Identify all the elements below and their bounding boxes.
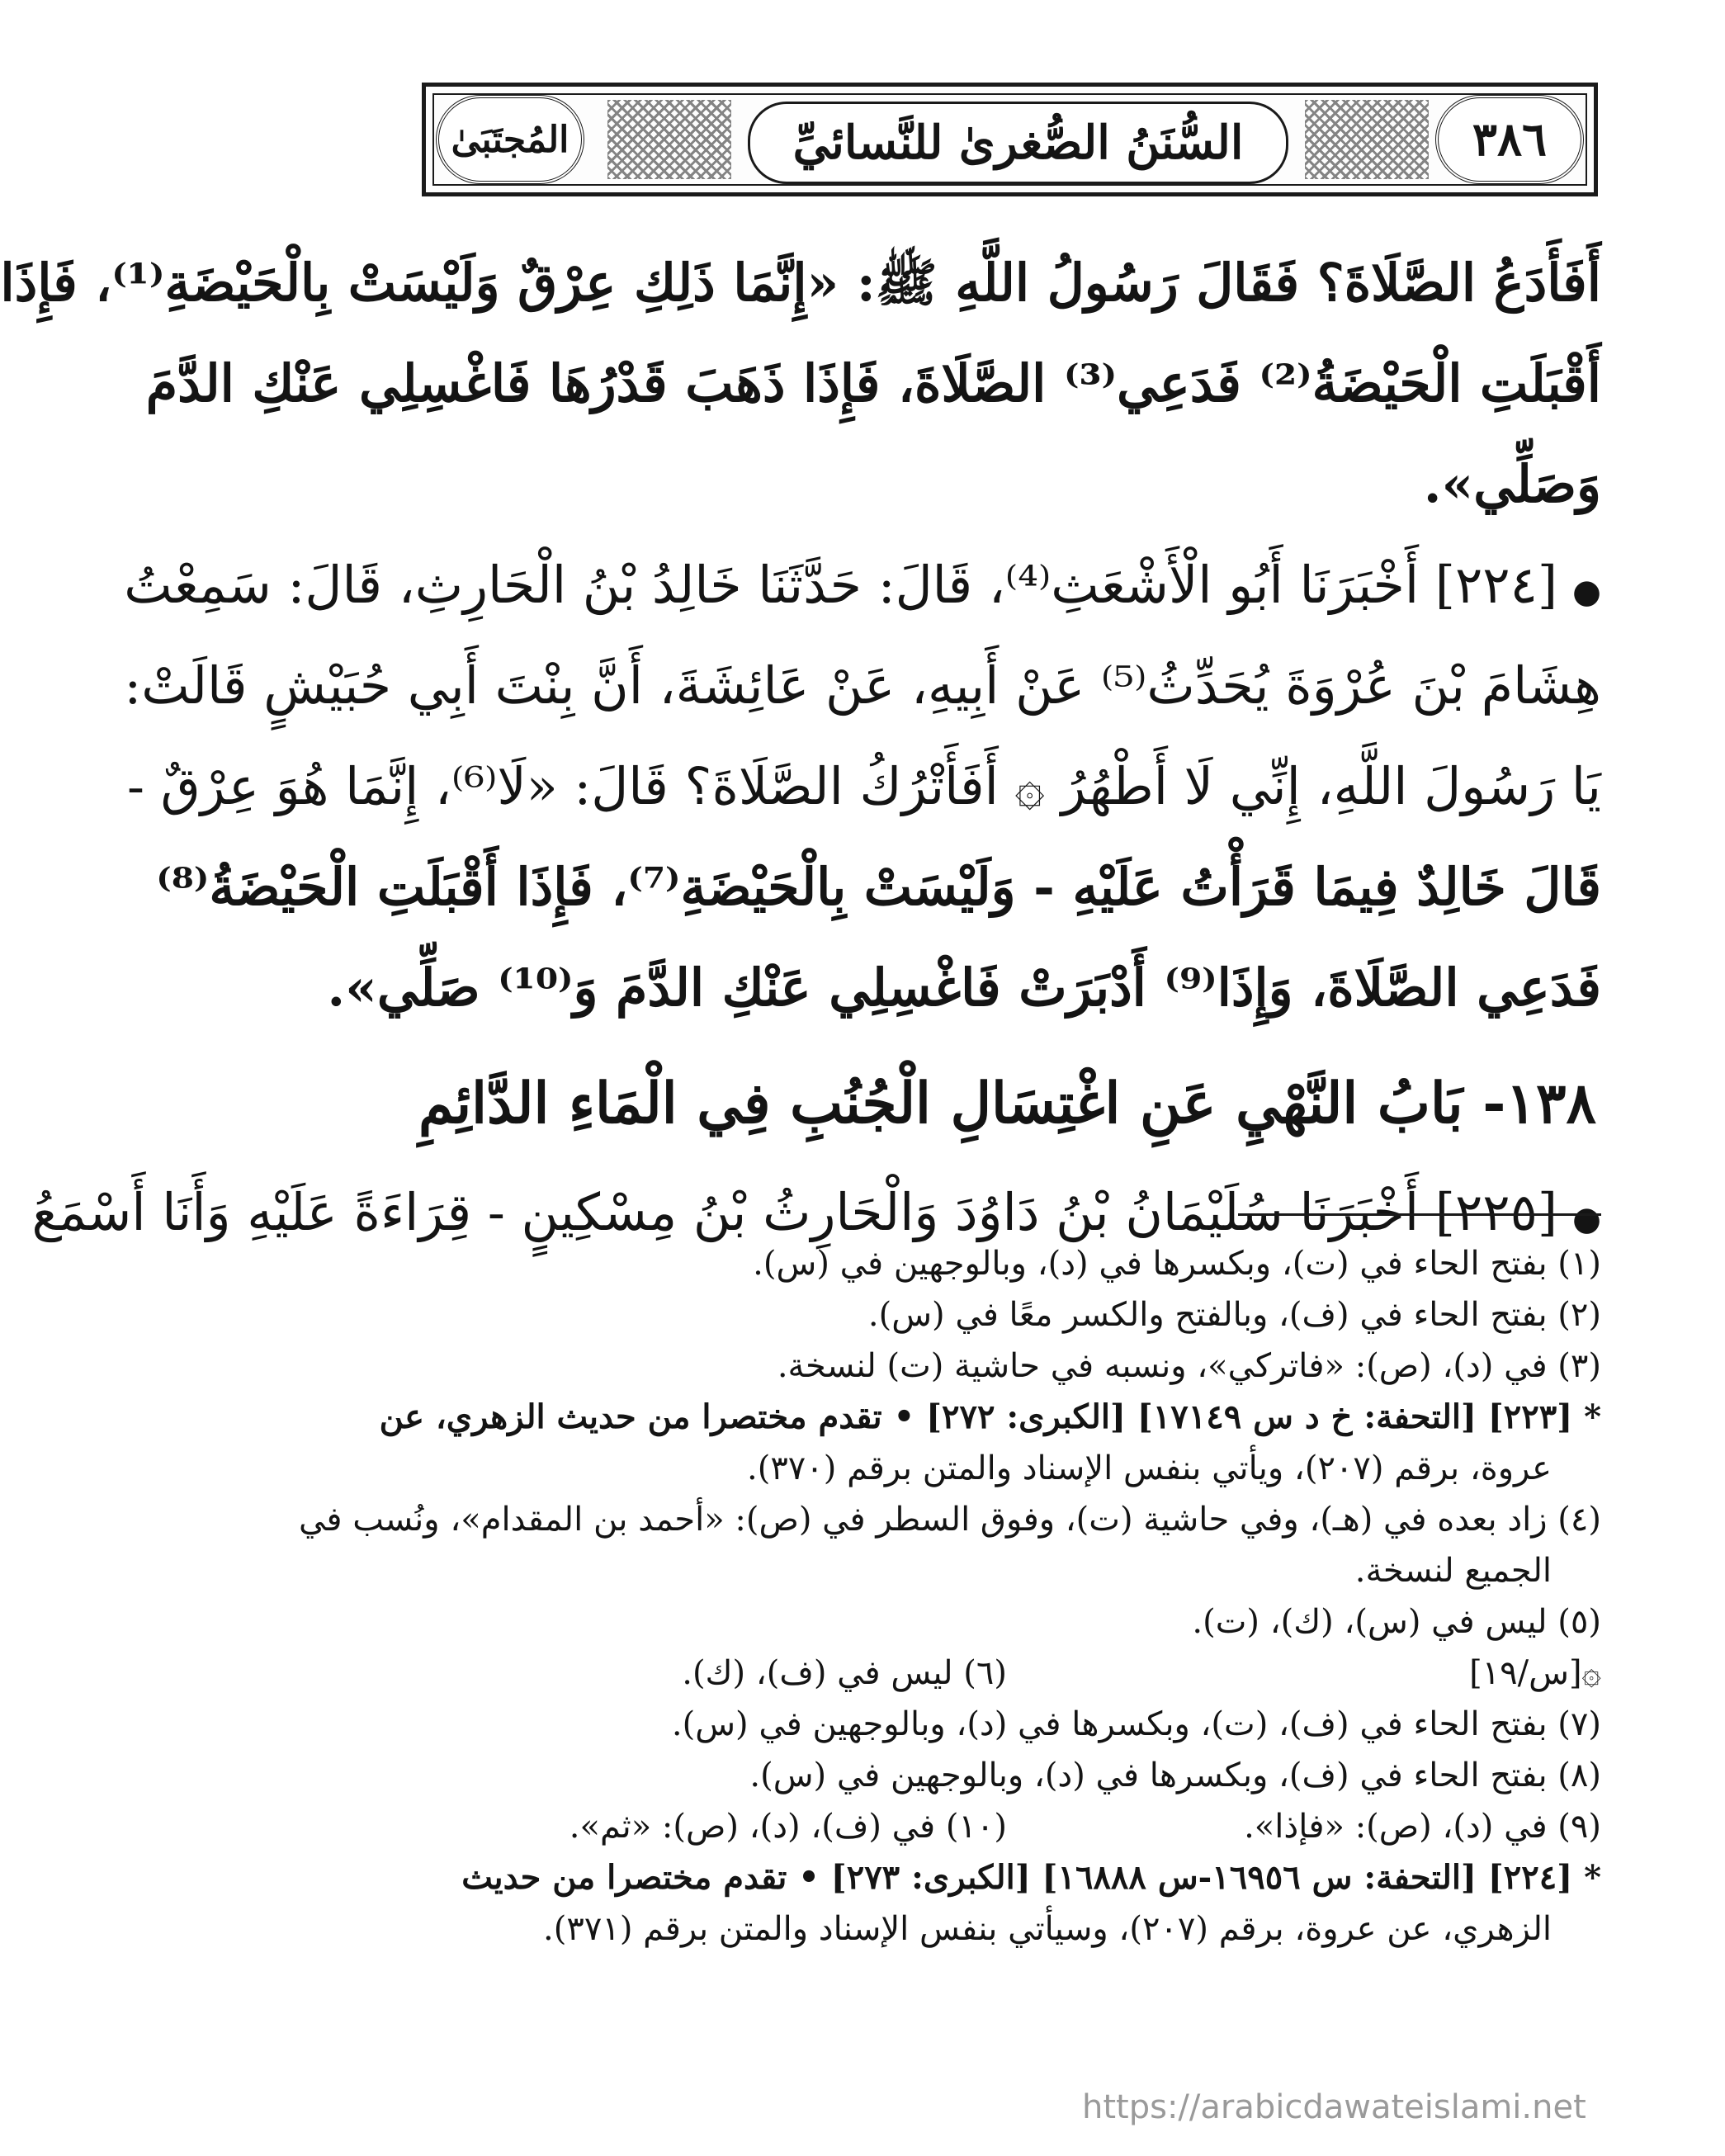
hadith-224-line: يَا رَسُولَ اللَّهِ، إِنِّي لَا أَطْهُرُ ۞ أَفَأَتْرُكُ الصَّلَاةَ؟ قَالَ: «لَا⁽⁶⁾، إِنَّمَا هُوَ عِرْقٌ - — [127, 756, 1601, 816]
chapter-heading: ١٣٨- بَابُ النَّهْيِ عَنِ اغْتِسَالِ الْجُنُبِ فِي الْمَاءِ الدَّائِمِ — [418, 1071, 1597, 1137]
footnote: (٧) بفتح الحاء في (ف)، (ت)، وبكسرها في (د)، وبالوجهين في (س). — [671, 1705, 1601, 1743]
bullet-icon: ● — [1572, 1200, 1601, 1238]
takhrij-note: * [٢٢٣] [التحفة: خ د س ١٧١٤٩] [الكبرى: ٢٧٢] • تقدم مختصرا من حديث الزهري، عن — [379, 1397, 1601, 1436]
footnote: (٢) بفتح الحاء في (ف)، وبالفتح والكسر معًا في (س). — [867, 1296, 1601, 1334]
footnote: (٦) ليس في (ف)، (ك). — [682, 1654, 1007, 1692]
page-header — [422, 83, 1598, 196]
footnote-divider — [1238, 1213, 1601, 1216]
ornament-right-icon — [1305, 100, 1429, 179]
text-line: وَصَلِّي». — [1423, 454, 1601, 514]
takhrij-note: عروة، برقم (٢٠٧)، ويأتي بنفس الإسناد والمتن برقم (٣٧٠). — [746, 1449, 1552, 1487]
footnote: (٨) بفتح الحاء في (ف)، وبكسرها في (د)، وبالوجهين في (س). — [749, 1756, 1601, 1794]
brand-medallion: المُجتَبَىٰ — [436, 95, 584, 184]
takhrij-note: الزهري، عن عروة، برقم (٢٠٧)، وسيأتي بنفس الإسناد والمتن برقم (٣٧١). — [543, 1910, 1552, 1948]
book-title: السُّنَنُ الصُّغرىٰ للنَّسائيِّ — [748, 102, 1288, 184]
hadith-224-line — [124, 535, 1601, 636]
footnote-row — [414, 1801, 1601, 1852]
footnote: (١) بفتح الحاء في (ت)، وبكسرها في (د)، وبالوجهين في (س). — [753, 1245, 1601, 1283]
footnote-row — [414, 1648, 1601, 1699]
hadith-224-text: [٢٢٤] أَخْبَرَنَا أَبُو الْأَشْعَثِ⁽⁴⁾، قَالَ: حَدَّثَنَا خَالِدُ بْنُ الْحَارِثِ، قَالَ: سَمِعْتُ — [124, 555, 1558, 615]
footnote: (٤) زاد بعده في (هـ)، وفي حاشية (ت)، وفوق السطر في (ص): «أحمد بن المقدام»، ونُسب في — [299, 1501, 1601, 1539]
footnote: (٣) في (د)، (ص): «فاتركي»، ونسبه في حاشية (ت) لنسخة. — [777, 1347, 1601, 1385]
text-line: أَفَأَدَعُ الصَّلَاةَ؟ فَقَالَ رَسُولُ اللَّهِ ﷺ: «إِنَّمَا ذَلِكِ عِرْقٌ وَلَيْسَتْ بِالْحَيْضَةِ⁽¹⁾، فَإِذَا — [0, 253, 1601, 313]
footnote: (٥) ليس في (س)، (ك)، (ت). — [1192, 1603, 1601, 1641]
watermark-link[interactable]: https://arabicdawateislami.net — [1082, 2088, 1586, 2126]
ornament-left-icon — [607, 100, 731, 179]
text-line: أَقْبَلَتِ الْحَيْضَةُ⁽²⁾ فَدَعِي⁽³⁾ الصَّلَاةَ، فَإِذَا ذَهَبَ قَدْرُهَا فَاغْسِلِي عَنْكِ الدَّمَ — [145, 353, 1601, 414]
bullet-icon: ● — [1572, 573, 1601, 611]
main-text — [0, 233, 1601, 1263]
takhrij-note: * [٢٢٤] [التحفة: س ١٦٩٥٦-س ١٦٨٨٨] [الكبرى: ٢٧٣] • تقدم مختصرا من حديث — [461, 1858, 1601, 1897]
hadith-224-line: هِشَامَ بْنَ عُرْوَةَ يُحَدِّثُ⁽⁵⁾ عَنْ أَبِيهِ، عَنْ عَائِشَةَ، أَنَّ بِنْتَ أَبِي حُبَيْشٍ قَالَتْ: — [124, 655, 1601, 716]
footnote: الجميع لنسخة. — [1354, 1552, 1552, 1590]
page-number: ٣٨٦ — [1435, 95, 1584, 184]
footnote: (١٠) في (ف)، (د)، (ص): «ثم». — [569, 1808, 1007, 1846]
hadith-224-line: قَالَ خَالِدٌ فِيمَا قَرَأْتُ عَلَيْهِ - وَلَيْسَتْ بِالْحَيْضَةِ⁽⁷⁾، فَإِذَا أَقْبَلَتِ الْحَيْضَةُ⁽⁸⁾ — [156, 857, 1601, 917]
hadith-224-line: فَدَعِي الصَّلَاةَ، وَإِذَا⁽⁹⁾ أَدْبَرَتْ فَاغْسِلِي عَنْكِ الدَّمَ وَ⁽¹⁰⁾ صَلِّي». — [327, 957, 1601, 1018]
page-marker: ۞[س/١٩] — [1469, 1654, 1601, 1692]
hadith-225-text: [٢٢٥] أَخْبَرَنَا سُلَيْمَانُ بْنُ دَاوُدَ وَالْحَارِثُ بْنُ مِسْكِينٍ - قِرَاءَةً عَلَيْهِ وَأَنَا أَسْمَعُ — [31, 1182, 1558, 1242]
footnotes — [299, 1238, 1601, 1955]
footnote: (٩) في (د)، (ص): «فإذا». — [1244, 1808, 1601, 1846]
